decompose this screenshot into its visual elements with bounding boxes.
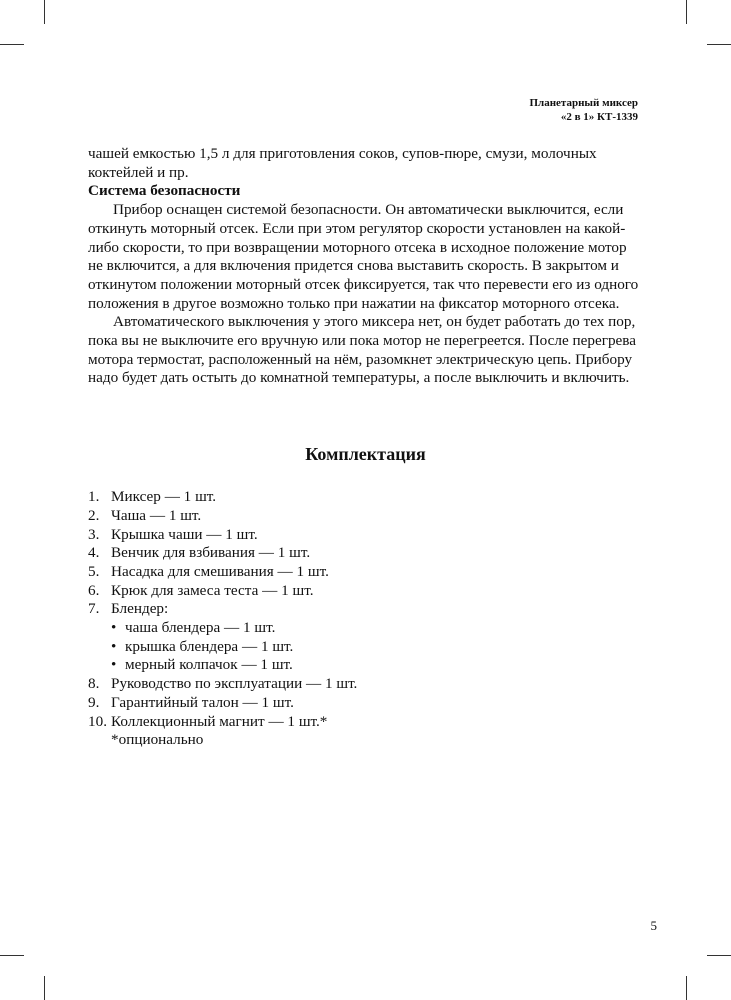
list-item-number: 8. [88,675,100,693]
crop-mark-bottom-left [44,976,45,1000]
list-item [88,526,643,545]
crop-mark-top-right [686,0,687,24]
list-item-text: Гарантийный талон — 1 шт. [111,693,294,711]
list-item-number: 7. [88,600,100,618]
sub-list-item-text: крышка блендера — 1 шт. [125,637,294,655]
list-item-number: 9. [88,693,100,711]
page-body [88,145,643,750]
list-item-number: 5. [88,562,100,580]
list-item-number: 2. [88,506,100,524]
list-item-text: Руководство по эксплуатации — 1 шт. [111,675,358,693]
bullet-icon: • [111,637,117,655]
list-item-number: 1. [88,488,100,506]
intro-paragraph: чашей емкостью 1,5 л для приготовления соков, супов-пюре, смузи, молочных коктейлей и пр. [88,145,597,181]
list-item-text: Блендер: [111,600,169,618]
bullet-icon: • [111,656,117,674]
sub-list-item [111,638,643,657]
contents-title: Комплектация [305,444,426,465]
running-head-line2: «2 в 1» КТ-1339 [560,111,638,123]
list-item [88,563,643,582]
safety-paragraph-2: Автоматического выключения у этого миксера нет, он будет работать до тех пор, пока вы не выключите его вручную или пока мотор не перегреется. После перегрева мотора термостат, расположенный на нём, разомкнет электрическую цепь. Прибору надо будет дать остыть до комнатной температуры, а после выключить и включить. [88,313,636,387]
list-item-text: Насадка для смешивания — 1 шт. [111,562,329,580]
list-item [88,675,643,694]
list-item-number: 6. [88,581,100,599]
list-item [88,694,643,713]
list-item [88,488,643,507]
sub-list-item [111,619,643,638]
list-item-number: 4. [88,544,100,562]
list-item-text: Крышка чаши — 1 шт. [111,525,258,543]
list-item-text: Венчик для взбивания — 1 шт. [111,544,311,562]
crop-mark-top-left [44,0,45,24]
list-item [88,600,643,675]
list-item-number: 10. [88,712,107,730]
list-item-number: 3. [88,525,100,543]
list-item [88,544,643,563]
safety-heading: Система безопасности [88,182,241,200]
sub-list-item [111,656,643,675]
crop-mark-bottom-left-h [0,955,24,956]
list-item [88,582,643,601]
crop-mark-top-right-h [707,44,731,45]
crop-mark-bottom-right-h [707,955,731,956]
list-item [88,507,643,526]
contents-list [88,488,643,731]
bullet-icon: • [111,619,117,637]
running-head [529,96,638,124]
list-item-text: Миксер — 1 шт. [111,488,217,506]
list-item-text: Крюк для замеса теста — 1 шт. [111,581,314,599]
running-head-line1: Планетарный миксер [529,97,638,109]
sub-list-item-text: чаша блендера — 1 шт. [125,619,276,637]
list-item-text: Коллекционный магнит — 1 шт.* [111,712,328,730]
footnote: *опционально [111,731,204,749]
blender-parts-list [111,619,643,675]
safety-paragraph-1: Прибор оснащен системой безопасности. Он автоматически выключится, если откинуть моторный отсек. Если при этом регулятор скорости установлен на какой-либо скорости, то при возвращении моторного отсека в исходное положение мотор не включится, а для включения придется снова выставить скорость. В закрытом и откинутом положении моторный отсек фиксируется, так что перевести его из одного положения в другое возможно только при нажатии на фиксатор моторного отсека. [88,201,639,312]
list-item-text: Чаша — 1 шт. [111,506,202,524]
sub-list-item-text: мерный колпачок — 1 шт. [125,656,293,674]
list-item [88,713,643,732]
crop-mark-top-left-h [0,44,24,45]
crop-mark-bottom-right [686,976,687,1000]
page-number: 5 [650,918,657,933]
